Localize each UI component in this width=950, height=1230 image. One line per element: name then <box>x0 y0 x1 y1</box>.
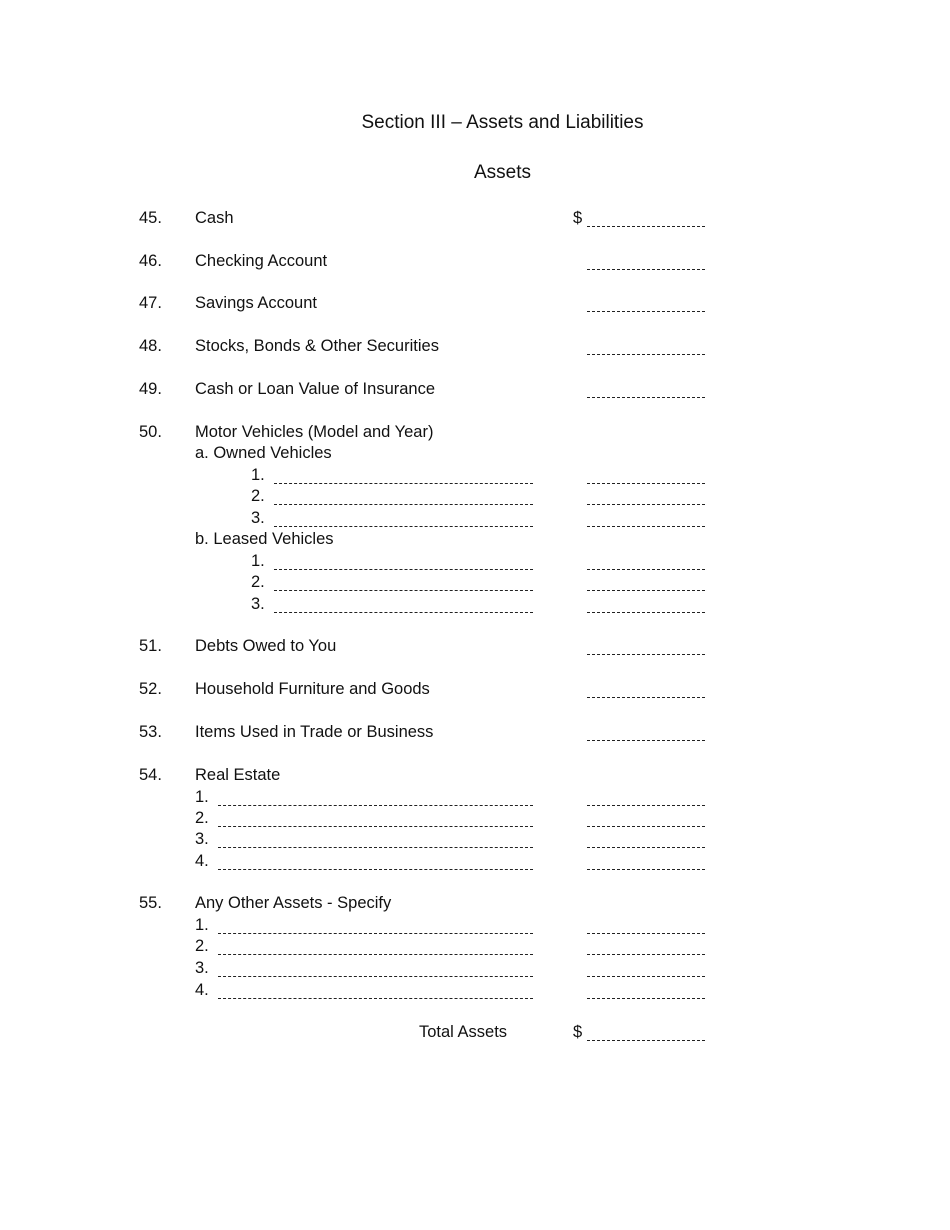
amount-field[interactable] <box>587 590 705 591</box>
item-number: 50. <box>139 423 162 441</box>
description-field[interactable] <box>218 869 533 870</box>
item-number: 47. <box>139 294 162 312</box>
line-number: 4. <box>195 852 209 870</box>
description-field[interactable] <box>218 998 533 999</box>
description-field[interactable] <box>218 954 533 955</box>
amount-field[interactable] <box>587 933 705 934</box>
item-number: 51. <box>139 637 162 655</box>
line-number: 1. <box>195 916 209 934</box>
line-number: 2. <box>251 487 265 505</box>
item-number: 54. <box>139 766 162 784</box>
amount-field[interactable] <box>587 998 705 999</box>
item-label: Cash or Loan Value of Insurance <box>195 380 436 398</box>
amount-field[interactable] <box>587 654 705 655</box>
amount-field[interactable] <box>587 847 705 848</box>
description-field[interactable] <box>274 612 533 613</box>
description-field[interactable] <box>274 483 533 484</box>
amount-field[interactable] <box>587 869 705 870</box>
item-number: 48. <box>139 337 162 355</box>
item-label: Cash <box>195 209 234 227</box>
dollar-sign: $ <box>573 1023 583 1041</box>
amount-field[interactable] <box>587 226 705 227</box>
line-number: 2. <box>195 809 209 827</box>
item-label: Motor Vehicles (Model and Year) <box>195 423 434 441</box>
amount-field[interactable] <box>587 269 705 270</box>
item-number: 46. <box>139 252 162 270</box>
line-number: 1. <box>195 788 209 806</box>
item-label: Items Used in Trade or Business <box>195 723 434 741</box>
assets-heading: Assets <box>473 162 532 183</box>
item-number: 53. <box>139 723 162 741</box>
description-field[interactable] <box>218 933 533 934</box>
amount-field[interactable] <box>587 612 705 613</box>
item-label: Household Furniture and Goods <box>195 680 430 698</box>
amount-field[interactable] <box>587 504 705 505</box>
description-field[interactable] <box>218 847 533 848</box>
item-label: Checking Account <box>195 252 328 270</box>
amount-field[interactable] <box>587 526 705 527</box>
description-field[interactable] <box>274 569 533 570</box>
item-number: 49. <box>139 380 162 398</box>
total-assets-label: Total Assets <box>419 1023 508 1041</box>
description-field[interactable] <box>274 526 533 527</box>
amount-field[interactable] <box>587 311 705 312</box>
item-number: 55. <box>139 894 162 912</box>
subgroup-label: b. Leased Vehicles <box>195 530 334 548</box>
dollar-sign: $ <box>573 209 583 227</box>
description-field[interactable] <box>274 590 533 591</box>
amount-field[interactable] <box>587 569 705 570</box>
item-number: 52. <box>139 680 162 698</box>
amount-field[interactable] <box>587 483 705 484</box>
description-field[interactable] <box>218 826 533 827</box>
item-number: 45. <box>139 209 162 227</box>
amount-field[interactable] <box>587 397 705 398</box>
amount-field[interactable] <box>587 976 705 977</box>
description-field[interactable] <box>274 504 533 505</box>
item-label: Savings Account <box>195 294 317 312</box>
line-number: 3. <box>195 959 209 977</box>
line-number: 1. <box>251 552 265 570</box>
item-label: Stocks, Bonds & Other Securities <box>195 337 439 355</box>
item-label: Real Estate <box>195 766 281 784</box>
amount-field[interactable] <box>587 354 705 355</box>
item-label: Debts Owed to You <box>195 637 337 655</box>
line-number: 3. <box>195 830 209 848</box>
amount-field[interactable] <box>587 740 705 741</box>
line-number: 3. <box>251 509 265 527</box>
line-number: 3. <box>251 595 265 613</box>
item-label: Any Other Assets - Specify <box>195 894 392 912</box>
amount-field[interactable] <box>587 954 705 955</box>
description-field[interactable] <box>218 805 533 806</box>
subgroup-label: a. Owned Vehicles <box>195 444 332 462</box>
total-assets-field[interactable] <box>587 1040 705 1041</box>
amount-field[interactable] <box>587 805 705 806</box>
line-number: 4. <box>195 981 209 999</box>
description-field[interactable] <box>218 976 533 977</box>
line-number: 1. <box>251 466 265 484</box>
amount-field[interactable] <box>587 697 705 698</box>
section-title: Section III – Assets and Liabilities <box>361 112 644 133</box>
line-number: 2. <box>251 573 265 591</box>
line-number: 2. <box>195 937 209 955</box>
amount-field[interactable] <box>587 826 705 827</box>
